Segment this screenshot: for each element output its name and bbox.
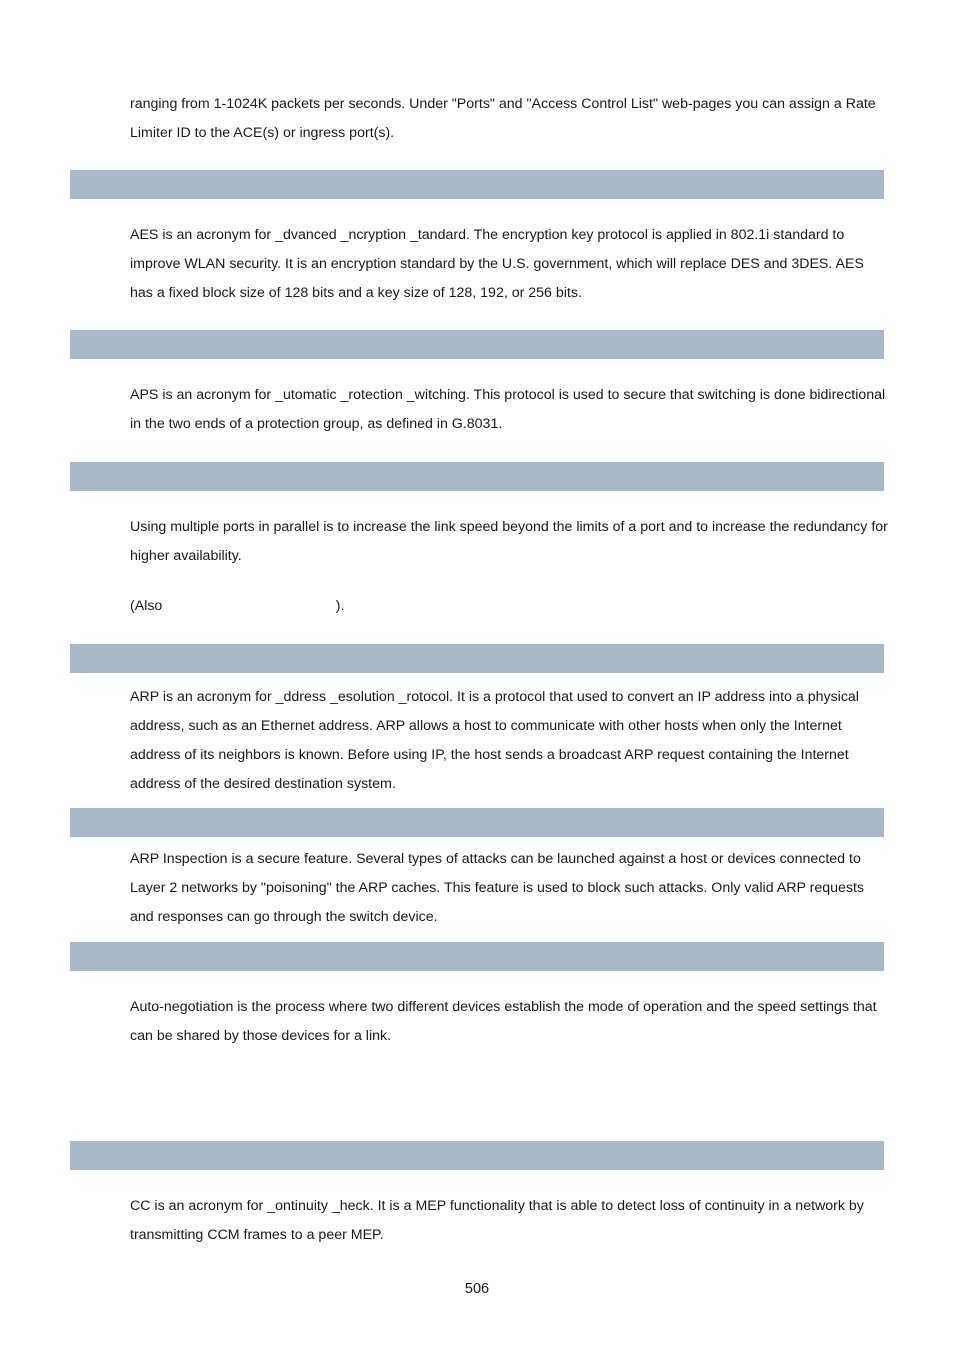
- paragraph-aggregation: Using multiple ports in parallel is to increase the link speed beyond the limits of a port and to increase the redundancy for higher availability.: [130, 519, 888, 564]
- paragraph-auto-negotiation: Auto-negotiation is the process where two different devices establish the mode of operation and the speed settings that can be shared by those devices for a link.: [130, 999, 877, 1044]
- page-number: 506: [464, 1281, 490, 1297]
- section-header-bar: [70, 808, 884, 837]
- paragraph-aes: AES is an acronym for _dvanced _ncryption _tandard. The encryption key protocol is applied in 802.1i standard to improve WLAN security. It is an encryption standard by the U.S. government, which will replace DES and 3DES. AES has a fixed block size of 128 bits and a key size of 128, 192, or 256 bits.: [130, 227, 864, 301]
- section-header-bar: [70, 462, 884, 491]
- section-header-bar: [70, 1141, 884, 1170]
- section-header-bar: [70, 942, 884, 971]
- section-header-bar: [70, 330, 884, 359]
- section-header-bar: [70, 170, 884, 199]
- paragraph-arp-inspection: ARP Inspection is a secure feature. Several types of attacks can be launched against a host or devices connected to Layer 2 networks by "poisoning" the ARP caches. This feature is used to block such attacks. Only valid ARP requests and responses can go through the switch device.: [130, 851, 865, 925]
- paragraph-arp: ARP is an acronym for _ddress _esolution _rotocol. It is a protocol that used to convert an IP address into a physical address, such as an Ethernet address. ARP allows a host to communicate with other hosts when only the Internet address of its neighbors is known. Before using IP, the host sends a broadcast ARP request containing the Internet address of the desired destination system.: [130, 689, 859, 792]
- paragraph-also-note: (Also ).: [130, 598, 345, 614]
- paragraph-rate-limiter: ranging from 1-1024K packets per seconds. Under "Ports" and "Access Control List" web-pages you can assign a Rate Limiter ID to the ACE(s) or ingress port(s).: [130, 96, 876, 141]
- paragraph-cc: CC is an acronym for _ontinuity _heck. It is a MEP functionality that is able to detect loss of continuity in a network by transmitting CCM frames to a peer MEP.: [130, 1198, 864, 1243]
- section-header-bar: [70, 644, 884, 673]
- paragraph-aps: APS is an acronym for _utomatic _rotection _witching. This protocol is used to secure that switching is done bidirectional in the two ends of a protection group, as defined in G.8031.: [130, 387, 886, 432]
